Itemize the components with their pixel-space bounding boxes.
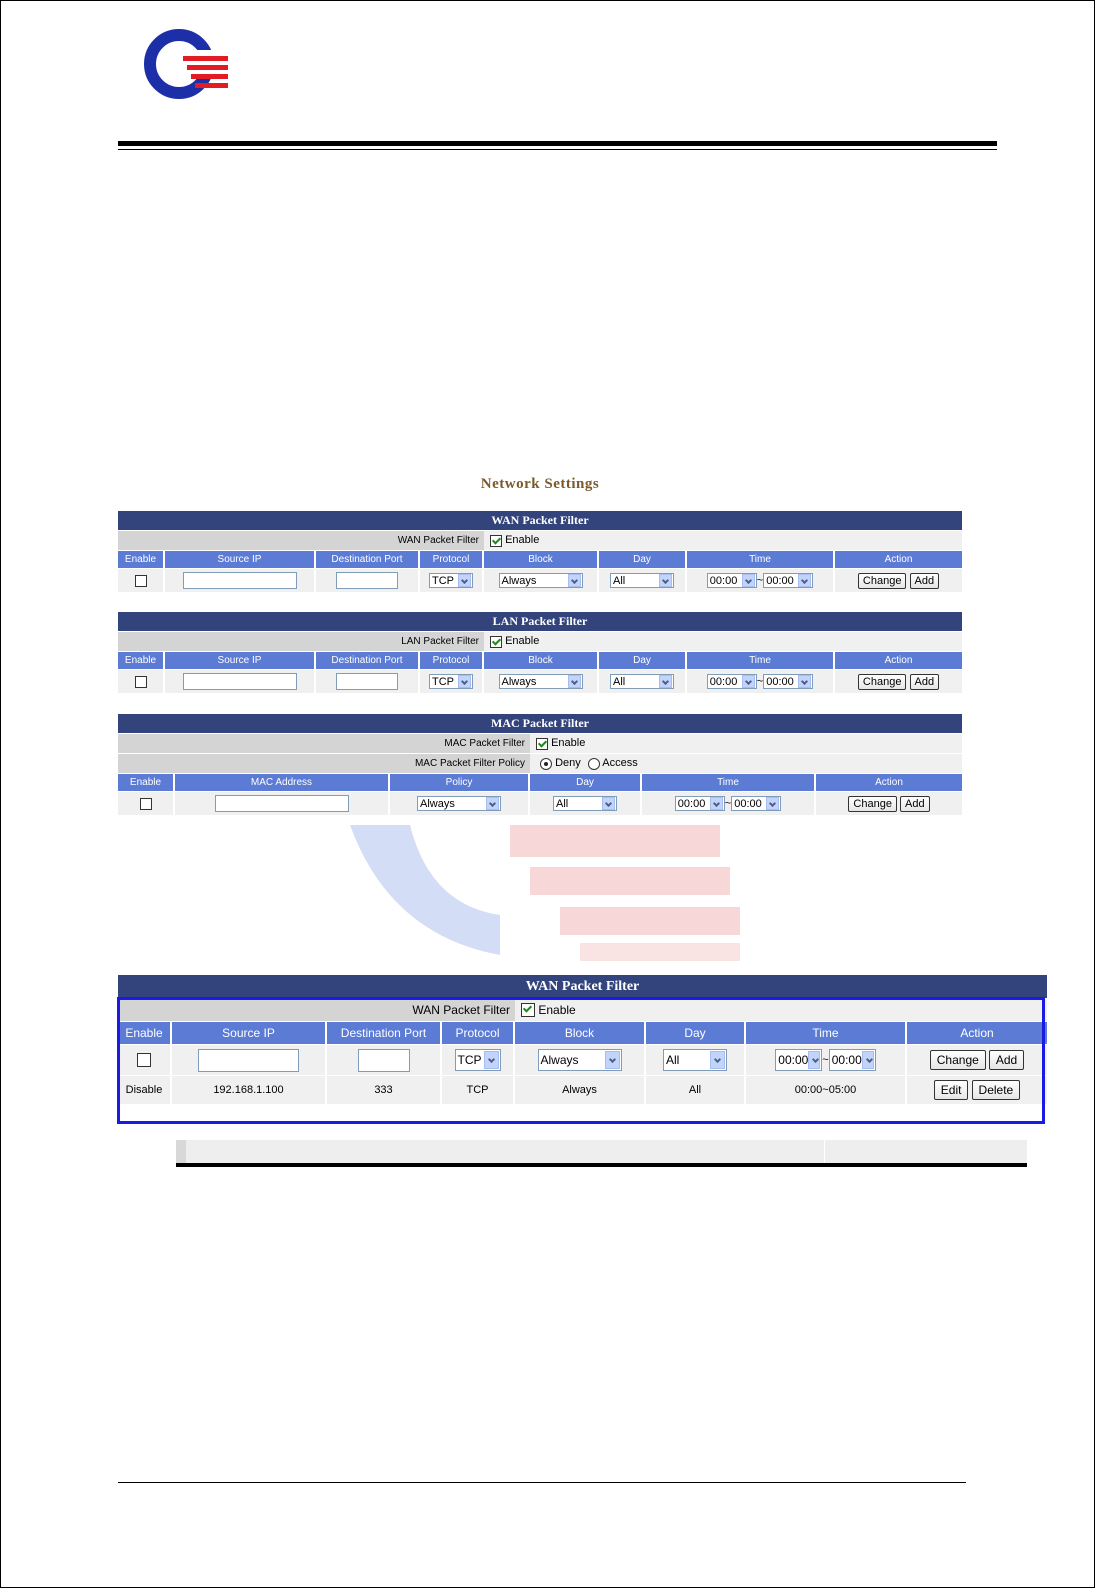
time-separator: ~ [724, 797, 732, 810]
col-protocol: Protocol [420, 551, 484, 568]
col-time: Time [687, 551, 835, 568]
wan-detail-title: WAN Packet Filter [118, 975, 1047, 998]
col-destination-port: Destination Port [316, 652, 420, 669]
mac-change-button[interactable]: Change [848, 796, 897, 812]
mac-filter-enable-checkbox[interactable] [536, 738, 548, 750]
time-separator: ~ [756, 574, 764, 587]
lan-filter-enable-text: Enable [505, 635, 540, 648]
rule-edit-button[interactable]: Edit [934, 1080, 969, 1100]
wan-filter-enable-text: Enable [505, 534, 540, 547]
col-day: Day [599, 551, 687, 568]
mac-filter-policy-label: MAC Packet Filter Policy [118, 754, 530, 773]
chevron-down-icon [458, 574, 471, 587]
header-rule-thin [118, 149, 997, 150]
chevron-down-icon [602, 797, 615, 810]
deny-radio[interactable] [540, 758, 552, 770]
wan-detail-enable-checkbox[interactable] [521, 1003, 535, 1017]
lan-filter-title: LAN Packet Filter [118, 612, 962, 631]
caption-rule [176, 1163, 1027, 1167]
mac-time-end-select[interactable]: 00:00 [731, 796, 781, 811]
lan-day-select[interactable]: All [610, 674, 674, 689]
wan-detail-day-select[interactable]: All [663, 1049, 727, 1071]
wan-block-select[interactable]: Always [499, 573, 583, 588]
lan-change-button[interactable]: Change [858, 674, 907, 690]
wan-detail-option [515, 999, 1047, 1021]
wan-add-button[interactable]: Add [910, 573, 940, 589]
wan-filter-option-label: WAN Packet Filter [118, 531, 484, 550]
logo-watermark [330, 815, 780, 965]
col-action: Action [835, 551, 962, 568]
chevron-down-icon [605, 1051, 620, 1069]
mac-add-button[interactable]: Add [900, 796, 930, 812]
wan-filter-enable-checkbox[interactable] [490, 535, 502, 547]
lan-protocol-select[interactable]: TCP [429, 674, 473, 689]
col-block: Block [515, 1022, 646, 1044]
wan-detail-source-ip-input[interactable] [198, 1049, 299, 1072]
col-action: Action [835, 652, 962, 669]
company-logo [143, 28, 228, 100]
lan-add-button[interactable]: Add [910, 674, 940, 690]
col-enable: Enable [118, 774, 175, 791]
col-time: Time [687, 652, 835, 669]
network-settings-title: Network Settings [480, 476, 600, 492]
col-action: Action [907, 1022, 1047, 1044]
lan-rule-enable-checkbox[interactable] [135, 676, 147, 688]
wan-detail-change-button[interactable]: Change [930, 1050, 986, 1070]
caption-bar [176, 1140, 1027, 1163]
wan-detail-protocol-select[interactable]: TCP [455, 1049, 501, 1071]
col-time: Time [746, 1022, 907, 1044]
col-block: Block [484, 551, 599, 568]
wan-detail-rule-enable-checkbox[interactable] [137, 1053, 151, 1067]
wan-detail-option-label: WAN Packet Filter [118, 999, 515, 1021]
lan-source-ip-input[interactable] [183, 673, 297, 690]
wan-detail-add-button[interactable]: Add [989, 1050, 1024, 1070]
chevron-down-icon [742, 675, 755, 688]
rule-block: Always [515, 1076, 646, 1104]
footer-rule [118, 1482, 966, 1483]
wan-detail-destination-port-input[interactable] [358, 1049, 410, 1072]
wan-filter-title: WAN Packet Filter [118, 511, 962, 530]
chevron-down-icon [710, 1051, 725, 1069]
col-source-ip: Source IP [172, 1022, 327, 1044]
col-source-ip: Source IP [165, 652, 316, 669]
chevron-down-icon [458, 675, 471, 688]
wan-destination-port-input[interactable] [336, 572, 398, 589]
chevron-down-icon [798, 574, 811, 587]
rule-enable-status: Disable [118, 1076, 172, 1104]
col-day: Day [530, 774, 642, 791]
wan-detail-time-end-select[interactable]: 00:00 [829, 1049, 876, 1071]
wan-filter-option [484, 531, 962, 550]
col-destination-port: Destination Port [316, 551, 420, 568]
col-destination-port: Destination Port [327, 1022, 442, 1044]
header-rule [118, 141, 997, 146]
lan-packet-filter-table [118, 611, 962, 694]
mac-day-select[interactable]: All [553, 796, 617, 811]
wan-detail-time-start-select[interactable]: 00:00 [775, 1049, 822, 1071]
rule-protocol: TCP [442, 1076, 515, 1104]
wan-protocol-select[interactable]: TCP [429, 573, 473, 588]
lan-time-end-select[interactable]: 00:00 [763, 674, 813, 689]
chevron-down-icon [659, 675, 672, 688]
chevron-down-icon [766, 797, 779, 810]
col-enable: Enable [118, 551, 165, 568]
time-separator: ~ [822, 1054, 829, 1066]
col-day: Day [646, 1022, 746, 1044]
mac-address-input[interactable] [215, 795, 349, 812]
chevron-down-icon [568, 574, 581, 587]
mac-packet-filter-table [118, 713, 962, 816]
rule-destination-port: 333 [327, 1076, 442, 1104]
mac-filter-policy-option [530, 754, 962, 773]
wan-detail-enable-text: Enable [538, 1002, 576, 1017]
access-radio[interactable] [588, 758, 600, 770]
col-enable: Enable [118, 1022, 172, 1044]
col-time: Time [642, 774, 816, 791]
lan-destination-port-input[interactable] [336, 673, 398, 690]
col-protocol: Protocol [442, 1022, 515, 1044]
col-enable: Enable [118, 652, 165, 669]
col-block: Block [484, 652, 599, 669]
rule-source-ip: 192.168.1.100 [172, 1076, 327, 1104]
mac-filter-title: MAC Packet Filter [118, 714, 962, 733]
mac-filter-enable-text: Enable [551, 737, 586, 750]
chevron-down-icon [808, 1051, 820, 1069]
lan-block-select[interactable]: Always [499, 674, 583, 689]
chevron-down-icon [710, 797, 723, 810]
chevron-down-icon [742, 574, 755, 587]
col-source-ip: Source IP [165, 551, 316, 568]
wan-packet-filter-table [118, 510, 962, 593]
chevron-down-icon [486, 797, 499, 810]
wan-source-ip-input[interactable] [183, 572, 297, 589]
col-policy: Policy [390, 774, 530, 791]
wan-packet-filter-detail-table [118, 974, 1047, 1105]
mac-rule-enable-checkbox[interactable] [140, 798, 152, 810]
col-day: Day [599, 652, 687, 669]
mac-filter-option-label: MAC Packet Filter [118, 734, 530, 753]
wan-detail-block-select[interactable]: Always [538, 1049, 622, 1071]
col-mac-address: MAC Address [175, 774, 390, 791]
lan-filter-option [484, 632, 962, 651]
rule-delete-button[interactable]: Delete [972, 1080, 1021, 1100]
access-label: Access [602, 757, 638, 770]
table-row [118, 1076, 1047, 1104]
col-protocol: Protocol [420, 652, 484, 669]
rule-day: All [646, 1076, 746, 1104]
deny-label: Deny [555, 757, 581, 770]
mac-time-start-select[interactable]: 00:00 [675, 796, 725, 811]
lan-time-start-select[interactable]: 00:00 [707, 674, 757, 689]
chevron-down-icon [862, 1051, 874, 1069]
chevron-down-icon [568, 675, 581, 688]
wan-day-select[interactable]: All [610, 573, 674, 588]
lan-filter-option-label: LAN Packet Filter [118, 632, 484, 651]
wan-change-button[interactable]: Change [858, 573, 907, 589]
wan-time-end-select[interactable]: 00:00 [763, 573, 813, 588]
chevron-down-icon [659, 574, 672, 587]
lan-filter-enable-checkbox[interactable] [490, 636, 502, 648]
col-action: Action [816, 774, 962, 791]
chevron-down-icon [484, 1051, 499, 1069]
mac-filter-option [530, 734, 962, 753]
wan-time-start-select[interactable]: 00:00 [707, 573, 757, 588]
rule-time: 00:00~05:00 [746, 1076, 907, 1104]
time-separator: ~ [756, 675, 764, 688]
mac-policy-select[interactable]: Always [417, 796, 501, 811]
wan-rule-enable-checkbox[interactable] [135, 575, 147, 587]
chevron-down-icon [798, 675, 811, 688]
